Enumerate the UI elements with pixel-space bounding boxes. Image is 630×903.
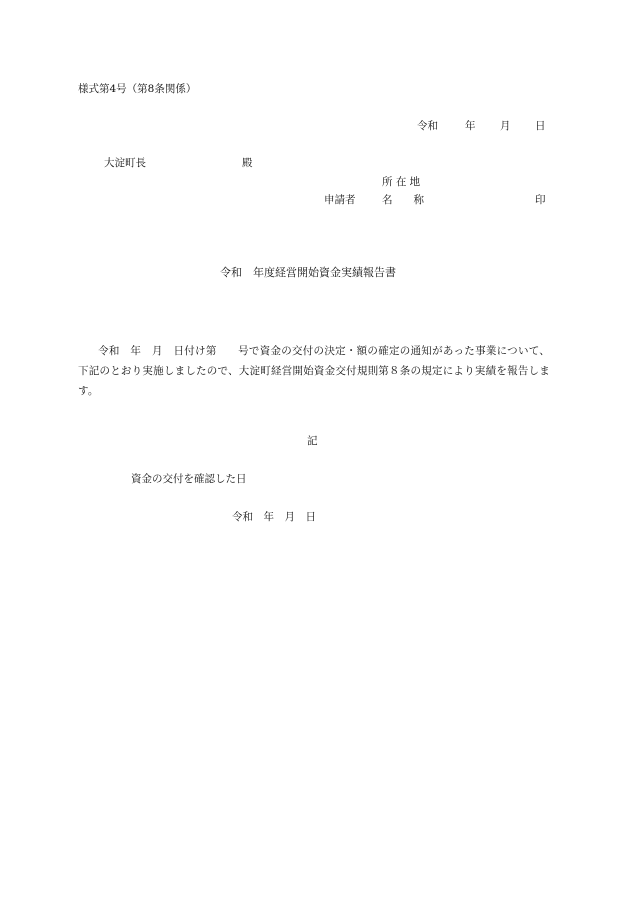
addressee-honorific: 殿 [242,157,253,169]
report-body [78,341,550,401]
form-label: 様式第4号（第8条関係） [78,83,197,95]
document-title: 令和 年度経営開始資金実績報告書 [220,266,396,279]
applicant-address-label: 所 在 地 [382,176,421,188]
applicant-label: 申請者 [324,194,356,206]
seal-mark: 印 [535,194,546,206]
date-month: 月 [500,120,511,132]
item-label: 資金の交付を確認した日 [131,473,247,485]
ki-heading: 記 [307,435,318,447]
addressee-name: 大淀町長 [104,157,146,169]
report-body-text: 令和 年 月 日付け第 号で資金の交付の決定・額の確定の通知があった事業について、下記のとおり実施しましたので、大淀町経営開始資金交付規則第８条の規定により実績を報告します。 [78,345,550,397]
date-year: 年 [465,120,476,132]
date-era: 令和 [417,120,438,132]
item-date: 令和 年 月 日 [232,511,316,523]
applicant-name-label: 名 称 [382,194,424,206]
date-day: 日 [535,120,546,132]
